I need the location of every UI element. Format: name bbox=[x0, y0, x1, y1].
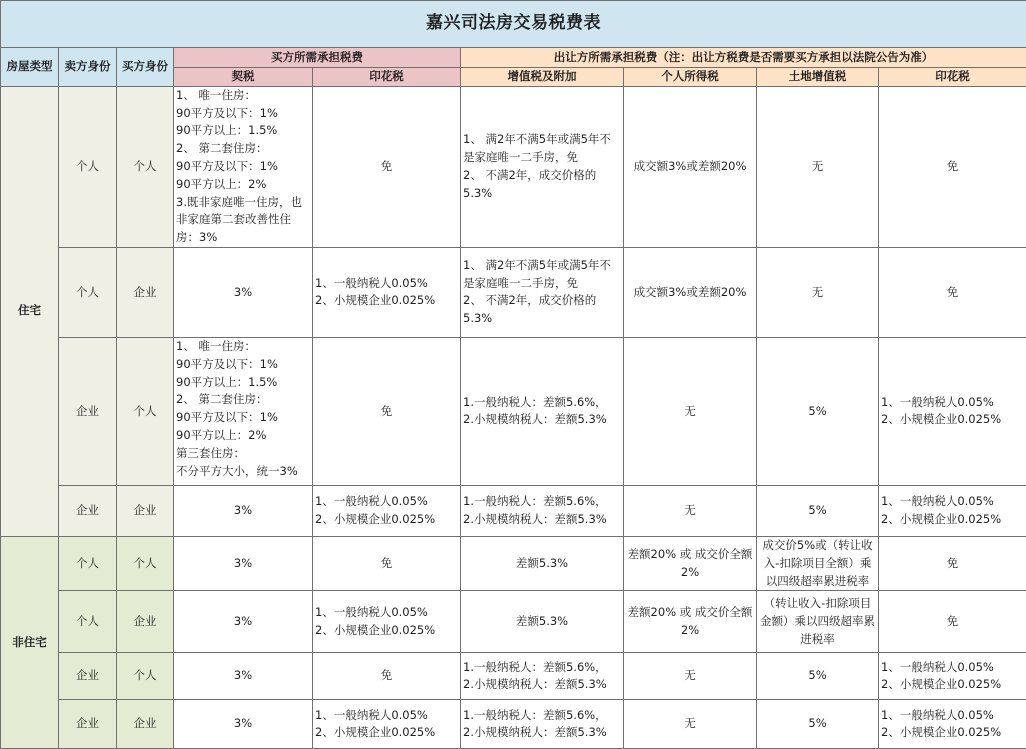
header-buyer: 买方身份 bbox=[117, 48, 174, 87]
buyer-identity: 企业 bbox=[117, 247, 174, 337]
table-row bbox=[1, 536, 1026, 590]
stamp-tax-seller-cell-line: 免 bbox=[881, 555, 1024, 573]
vat-cell bbox=[461, 485, 624, 536]
income-tax-cell-line: 成交额3%或差额20% bbox=[626, 158, 754, 176]
stamp-tax-seller-cell bbox=[879, 86, 1026, 247]
stamp-tax-seller-cell bbox=[879, 247, 1026, 337]
table-row bbox=[1, 700, 1026, 749]
buyer-identity: 企业 bbox=[117, 485, 174, 536]
header-land-vat: 土地增值税 bbox=[757, 68, 879, 87]
deed-tax-cell bbox=[174, 700, 313, 749]
buyer-identity: 个人 bbox=[117, 86, 174, 247]
stamp-tax-seller-cell bbox=[879, 337, 1026, 485]
stamp-tax-buyer-cell bbox=[313, 653, 461, 700]
stamp-tax-seller-cell bbox=[879, 536, 1026, 590]
table-row bbox=[1, 247, 1026, 337]
buyer-identity: 企业 bbox=[117, 700, 174, 749]
vat-cell bbox=[461, 536, 624, 590]
vat-cell-line: 2.小规模纳税人：差额5.3% bbox=[463, 511, 621, 529]
deed-tax-cell-line: 2、 第二套住房： bbox=[176, 391, 310, 409]
deed-tax-cell-line: 90平方及以下：1% bbox=[176, 105, 310, 123]
stamp-tax-seller-cell-line: 免 bbox=[881, 158, 1024, 176]
vat-cell-line: 2、 不满2年，成交价格的5.3% bbox=[463, 167, 621, 203]
income-tax-cell-line: 无 bbox=[626, 403, 754, 421]
header-seller: 卖方身份 bbox=[59, 48, 117, 87]
land-vat-cell bbox=[757, 86, 879, 247]
stamp-tax-seller-cell bbox=[879, 591, 1026, 653]
deed-tax-cell-line: 3% bbox=[176, 284, 310, 302]
deed-tax-cell bbox=[174, 536, 313, 590]
income-tax-cell-line: 差额20% 或 成交价全额2% bbox=[626, 546, 754, 582]
vat-cell-line: 1.一般纳税人：差额5.6%， bbox=[463, 707, 621, 725]
stamp-tax-buyer-cell-line: 1、一般纳税人0.05% bbox=[315, 707, 458, 725]
header-stamp-tax-buyer: 印花税 bbox=[313, 68, 461, 87]
income-tax-cell-line: 无 bbox=[626, 502, 754, 520]
stamp-tax-buyer-cell bbox=[313, 485, 461, 536]
table-row bbox=[1, 653, 1026, 700]
land-vat-cell-line: 5% bbox=[759, 403, 876, 421]
seller-identity: 企业 bbox=[59, 700, 117, 749]
house-type-residential: 住宅 bbox=[1, 86, 59, 536]
deed-tax-cell-line: 90平方以上：1.5% bbox=[176, 122, 310, 140]
vat-cell-line: 1、 满2年不满5年或满5年不是家庭唯一二手房，免 bbox=[463, 257, 621, 293]
seller-identity: 企业 bbox=[59, 653, 117, 700]
stamp-tax-seller-cell-line: 2、小规模企业0.025% bbox=[881, 511, 1024, 529]
deed-tax-cell-line: 3% bbox=[176, 555, 310, 573]
seller-identity: 个人 bbox=[59, 591, 117, 653]
vat-cell bbox=[461, 337, 624, 485]
deed-tax-cell-line: 3% bbox=[176, 502, 310, 520]
vat-cell-line: 2.小规模纳税人：差额5.3% bbox=[463, 676, 621, 694]
header-vat: 增值税及附加 bbox=[461, 68, 624, 87]
stamp-tax-buyer-cell-line: 2、小规模企业0.025% bbox=[315, 292, 458, 310]
buyer-identity: 个人 bbox=[117, 536, 174, 590]
table-row bbox=[1, 485, 1026, 536]
land-vat-cell-line: 5% bbox=[759, 502, 876, 520]
deed-tax-cell-line: 90平方及以下：1% bbox=[176, 158, 310, 176]
deed-tax-cell-line: 3.既非家庭唯一住房，也非家庭第二套改善性住房：3% bbox=[176, 194, 310, 247]
land-vat-cell bbox=[757, 653, 879, 700]
vat-cell bbox=[461, 247, 624, 337]
seller-identity: 企业 bbox=[59, 485, 117, 536]
deed-tax-cell bbox=[174, 591, 313, 653]
header-income-tax: 个人所得税 bbox=[624, 68, 757, 87]
income-tax-cell bbox=[624, 485, 757, 536]
deed-tax-cell-line: 不分平方大小，统一3% bbox=[176, 463, 310, 481]
income-tax-cell bbox=[624, 653, 757, 700]
vat-cell-line: 差额5.3% bbox=[463, 613, 621, 631]
deed-tax-cell bbox=[174, 247, 313, 337]
land-vat-cell bbox=[757, 247, 879, 337]
stamp-tax-buyer-cell bbox=[313, 536, 461, 590]
land-vat-cell-line: （转让收入-扣除项目金额）乘以四级超率累进税率 bbox=[759, 595, 876, 648]
vat-cell-line: 2.小规模纳税人：差额5.3% bbox=[463, 411, 621, 429]
stamp-tax-seller-cell bbox=[879, 700, 1026, 749]
stamp-tax-buyer-cell-line: 1、一般纳税人0.05% bbox=[315, 604, 458, 622]
stamp-tax-buyer-cell-line: 2、小规模企业0.025% bbox=[315, 724, 458, 742]
deed-tax-cell-line: 3% bbox=[176, 715, 310, 733]
table-row bbox=[1, 86, 1026, 247]
land-vat-cell bbox=[757, 591, 879, 653]
deed-tax-cell-line: 90平方及以下：1% bbox=[176, 356, 310, 374]
land-vat-cell-line: 无 bbox=[759, 284, 876, 302]
income-tax-cell-line: 无 bbox=[626, 667, 754, 685]
header-stamp-tax-seller: 印花税 bbox=[879, 68, 1026, 87]
vat-cell bbox=[461, 653, 624, 700]
deed-tax-cell-line: 90平方以上：2% bbox=[176, 176, 310, 194]
deed-tax-cell-line: 2、 第二套住房： bbox=[176, 140, 310, 158]
stamp-tax-buyer-cell-line: 免 bbox=[315, 158, 458, 176]
seller-identity: 个人 bbox=[59, 247, 117, 337]
seller-identity: 个人 bbox=[59, 86, 117, 247]
buyer-identity: 个人 bbox=[117, 653, 174, 700]
stamp-tax-buyer-cell-line: 免 bbox=[315, 555, 458, 573]
land-vat-cell bbox=[757, 485, 879, 536]
deed-tax-cell bbox=[174, 337, 313, 485]
deed-tax-cell-line: 1、 唯一住房： bbox=[176, 87, 310, 105]
vat-cell-line: 1.一般纳税人：差额5.6%， bbox=[463, 493, 621, 511]
land-vat-cell bbox=[757, 536, 879, 590]
stamp-tax-buyer-cell bbox=[313, 247, 461, 337]
vat-cell-line: 差额5.3% bbox=[463, 555, 621, 573]
income-tax-cell-line: 差额20% 或 成交价全额2% bbox=[626, 604, 754, 640]
deed-tax-cell-line: 3% bbox=[176, 667, 310, 685]
deed-tax-cell bbox=[174, 653, 313, 700]
deed-tax-cell-line: 90平方以上：1.5% bbox=[176, 374, 310, 392]
deed-tax-cell-line: 1、 唯一住房： bbox=[176, 338, 310, 356]
income-tax-cell bbox=[624, 536, 757, 590]
buyer-identity: 企业 bbox=[117, 591, 174, 653]
house-type-non-residential: 非住宅 bbox=[1, 536, 59, 748]
stamp-tax-buyer-cell-line: 免 bbox=[315, 403, 458, 421]
land-vat-cell-line: 成交价5%或（转让收入-扣除项目全额）乘以四级超率累进税率 bbox=[759, 537, 876, 590]
stamp-tax-buyer-cell-line: 2、小规模企业0.025% bbox=[315, 511, 458, 529]
income-tax-cell-line: 成交额3%或差额20% bbox=[626, 284, 754, 302]
deed-tax-cell bbox=[174, 485, 313, 536]
vat-cell bbox=[461, 700, 624, 749]
stamp-tax-seller-cell-line: 2、小规模企业0.025% bbox=[881, 411, 1024, 429]
stamp-tax-seller-cell-line: 1、一般纳税人0.05% bbox=[881, 394, 1024, 412]
deed-tax-cell-line: 90平方以上：2% bbox=[176, 427, 310, 445]
header-seller-taxes: 出让方所需承担税费（注：出让方税费是否需要买方承担以法院公告为准） bbox=[461, 48, 1026, 68]
stamp-tax-buyer-cell-line: 2、小规模企业0.025% bbox=[315, 622, 458, 640]
land-vat-cell bbox=[757, 337, 879, 485]
stamp-tax-seller-cell-line: 2、小规模企业0.025% bbox=[881, 724, 1024, 742]
stamp-tax-buyer-cell bbox=[313, 86, 461, 247]
stamp-tax-seller-cell-line: 免 bbox=[881, 284, 1024, 302]
stamp-tax-seller-cell-line: 2、小规模企业0.025% bbox=[881, 676, 1024, 694]
vat-cell-line: 1、 满2年不满5年或满5年不是家庭唯一二手房，免 bbox=[463, 131, 621, 167]
income-tax-cell bbox=[624, 247, 757, 337]
header-deed-tax: 契税 bbox=[174, 68, 313, 87]
stamp-tax-seller-cell-line: 1、一般纳税人0.05% bbox=[881, 707, 1024, 725]
vat-cell-line: 1.一般纳税人：差额5.6%， bbox=[463, 394, 621, 412]
vat-cell-line: 2.小规模纳税人：差额5.3% bbox=[463, 724, 621, 742]
deed-tax-cell-line: 第三套住房： bbox=[176, 445, 310, 463]
income-tax-cell-line: 无 bbox=[626, 715, 754, 733]
vat-cell-line: 2、 不满2年，成交价格的5.3% bbox=[463, 292, 621, 328]
seller-identity: 企业 bbox=[59, 337, 117, 485]
vat-cell bbox=[461, 591, 624, 653]
deed-tax-cell-line: 3% bbox=[176, 613, 310, 631]
stamp-tax-seller-cell-line: 1、一般纳税人0.05% bbox=[881, 659, 1024, 677]
land-vat-cell-line: 无 bbox=[759, 158, 876, 176]
stamp-tax-seller-cell bbox=[879, 653, 1026, 700]
stamp-tax-seller-cell-line: 免 bbox=[881, 613, 1024, 631]
vat-cell-line: 1.一般纳税人：差额5.6%， bbox=[463, 659, 621, 677]
deed-tax-cell bbox=[174, 86, 313, 247]
income-tax-cell bbox=[624, 591, 757, 653]
income-tax-cell bbox=[624, 700, 757, 749]
table-title: 嘉兴司法房交易税费表 bbox=[1, 1, 1026, 48]
header-house-type: 房屋类型 bbox=[1, 48, 59, 87]
stamp-tax-buyer-cell bbox=[313, 700, 461, 749]
land-vat-cell-line: 5% bbox=[759, 715, 876, 733]
buyer-identity: 个人 bbox=[117, 337, 174, 485]
stamp-tax-buyer-cell-line: 1、一般纳税人0.05% bbox=[315, 493, 458, 511]
stamp-tax-seller-cell-line: 1、一般纳税人0.05% bbox=[881, 493, 1024, 511]
header-buyer-taxes: 买方所需承担税费 bbox=[174, 48, 461, 68]
income-tax-cell bbox=[624, 337, 757, 485]
vat-cell bbox=[461, 86, 624, 247]
table-row bbox=[1, 591, 1026, 653]
seller-identity: 个人 bbox=[59, 536, 117, 590]
stamp-tax-buyer-cell-line: 免 bbox=[315, 667, 458, 685]
stamp-tax-seller-cell bbox=[879, 485, 1026, 536]
table-row bbox=[1, 337, 1026, 485]
stamp-tax-buyer-cell bbox=[313, 337, 461, 485]
income-tax-cell bbox=[624, 86, 757, 247]
land-vat-cell-line: 5% bbox=[759, 667, 876, 685]
stamp-tax-buyer-cell bbox=[313, 591, 461, 653]
stamp-tax-buyer-cell-line: 1、一般纳税人0.05% bbox=[315, 275, 458, 293]
land-vat-cell bbox=[757, 700, 879, 749]
deed-tax-cell-line: 90平方及以下：1% bbox=[176, 409, 310, 427]
